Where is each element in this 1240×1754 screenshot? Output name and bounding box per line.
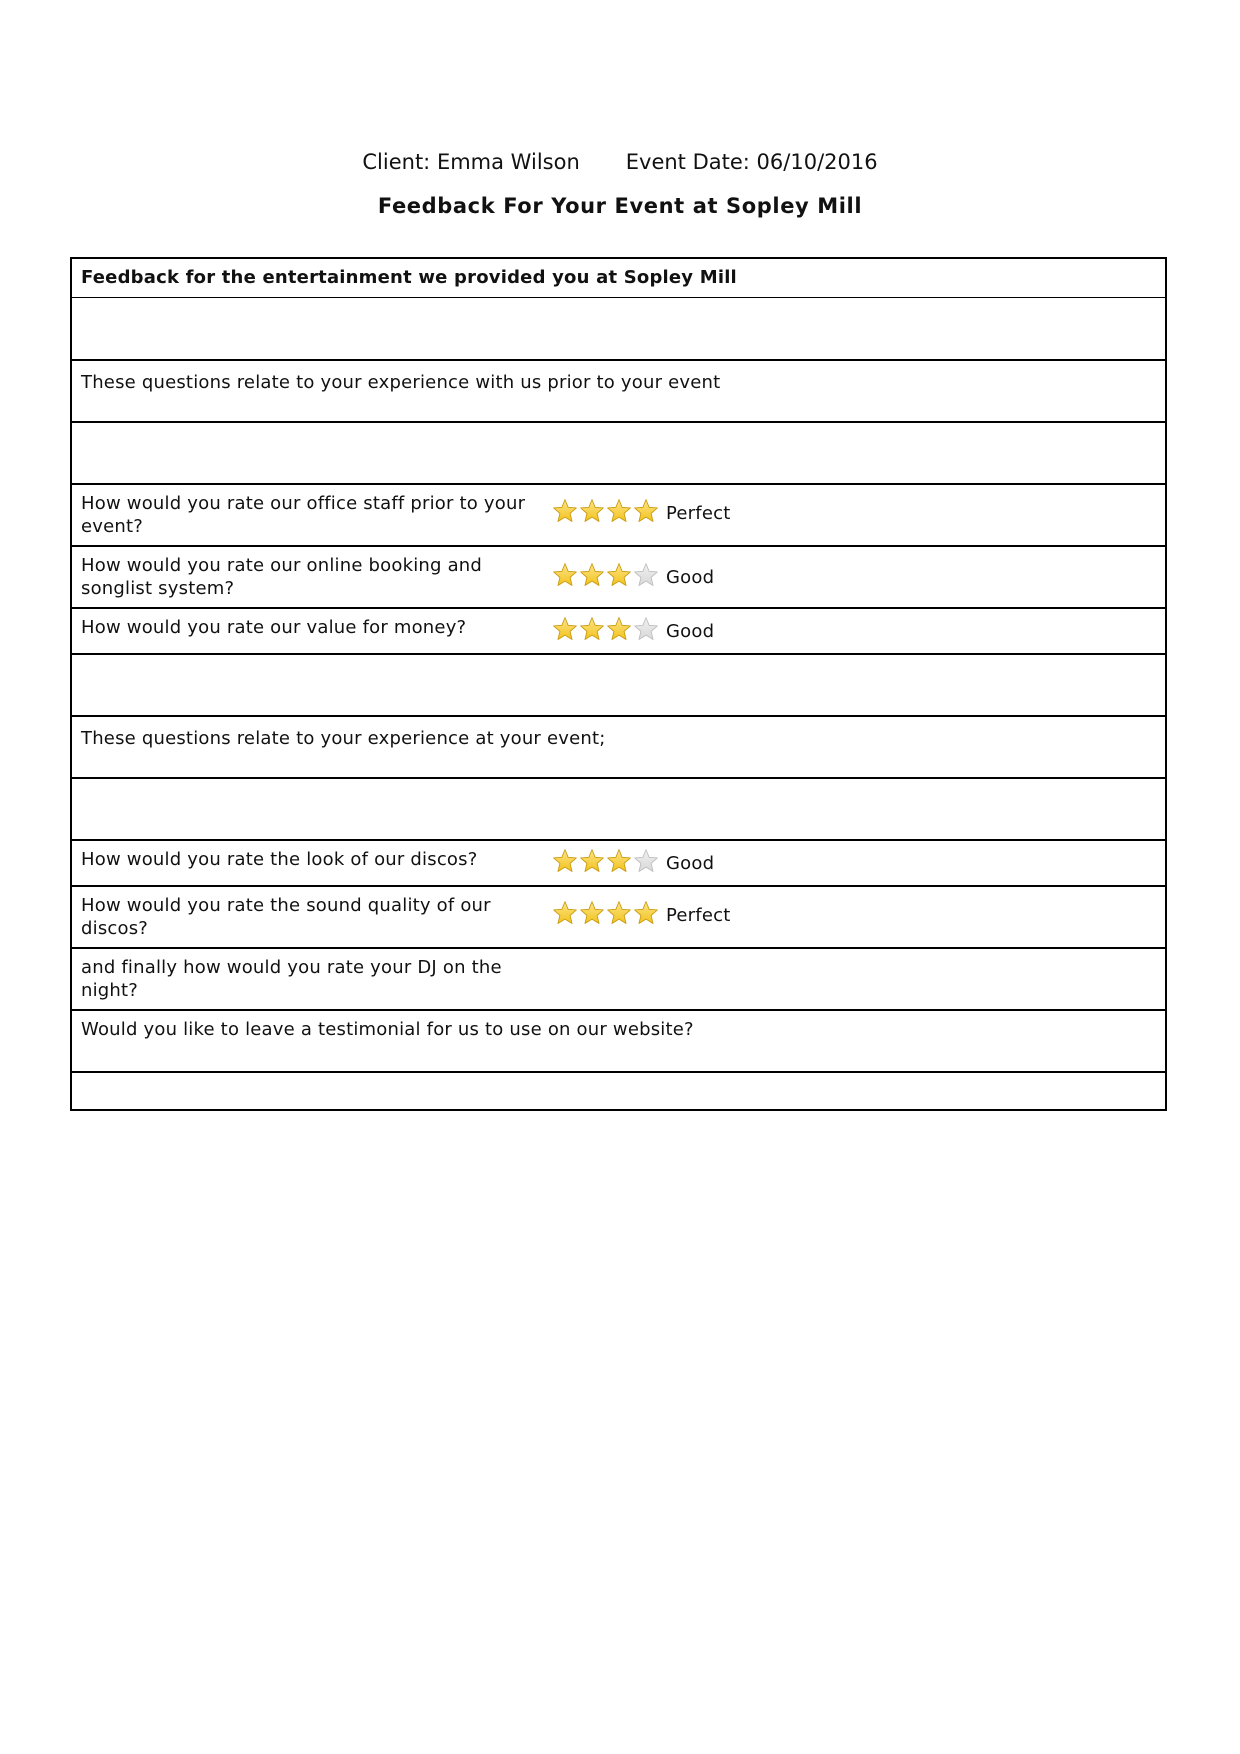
stars — [552, 562, 659, 588]
star-filled-icon — [579, 616, 605, 642]
form-heading: Feedback for the entertainment we provided you at Sopley Mill — [81, 267, 737, 288]
question-row — [72, 885, 1165, 947]
section-row-at — [72, 715, 1165, 777]
event-date: 06/10/2016 — [756, 150, 878, 174]
section-before-text: These questions relate to your experience with us prior to your event — [81, 372, 721, 393]
client-event-header — [0, 150, 1240, 174]
empty-row — [72, 777, 1165, 839]
star-filled-icon — [579, 498, 605, 524]
form-heading-row — [72, 259, 1165, 297]
question-row — [72, 483, 1165, 545]
star-rating — [552, 616, 714, 642]
star-filled-icon — [552, 498, 578, 524]
empty-row — [72, 421, 1165, 483]
stars — [552, 848, 659, 874]
stars — [552, 498, 659, 524]
star-filled-icon — [633, 900, 659, 926]
rating-label: Good — [666, 620, 715, 642]
star-filled-icon — [579, 900, 605, 926]
rating-label: Good — [666, 852, 715, 874]
question-text: How would you rate our value for money? — [81, 617, 467, 638]
question-text: How would you rate our office staff prior to your event? — [81, 493, 526, 537]
empty-row — [72, 653, 1165, 715]
star-rating — [552, 498, 730, 524]
star-filled-icon — [606, 562, 632, 588]
star-filled-icon — [633, 498, 659, 524]
question-row — [72, 947, 1165, 1009]
question-text: and finally how would you rate your DJ on the night? — [81, 957, 502, 1001]
question-row — [72, 545, 1165, 607]
star-empty-icon — [633, 562, 659, 588]
star-filled-icon — [552, 616, 578, 642]
testimonial-question: Would you like to leave a testimonial for us to use on our website? — [81, 1019, 694, 1040]
testimonial-row — [72, 1009, 1165, 1071]
star-filled-icon — [606, 498, 632, 524]
stars — [552, 900, 659, 926]
question-row — [72, 607, 1165, 653]
question-text: How would you rate the sound quality of our discos? — [81, 895, 491, 939]
question-row — [72, 839, 1165, 885]
star-filled-icon — [579, 848, 605, 874]
star-empty-icon — [633, 848, 659, 874]
rating-label: Perfect — [666, 502, 731, 524]
testimonial-answer-row — [72, 1071, 1165, 1109]
star-filled-icon — [552, 562, 578, 588]
stars — [552, 616, 659, 642]
star-filled-icon — [579, 562, 605, 588]
star-filled-icon — [552, 848, 578, 874]
question-text: How would you rate the look of our discos? — [81, 849, 478, 870]
rating-label: Perfect — [666, 904, 731, 926]
page-title: Feedback For Your Event at Sopley Mill — [377, 194, 863, 218]
client-name: Emma Wilson — [436, 150, 580, 174]
client-label: Client: — [362, 150, 431, 174]
question-text: How would you rate our online booking and songlist system? — [81, 555, 483, 599]
empty-row — [72, 297, 1165, 359]
star-filled-icon — [552, 900, 578, 926]
rating-label: Good — [666, 566, 715, 588]
star-rating — [552, 848, 714, 874]
star-rating — [552, 562, 714, 588]
star-empty-icon — [633, 616, 659, 642]
star-filled-icon — [606, 616, 632, 642]
star-filled-icon — [606, 900, 632, 926]
star-rating — [552, 900, 730, 926]
section-at-text: These questions relate to your experience at your event; — [81, 728, 606, 749]
section-row-before — [72, 359, 1165, 421]
star-filled-icon — [606, 848, 632, 874]
event-date-label: Event Date: — [625, 150, 750, 174]
feedback-form — [70, 257, 1167, 1111]
